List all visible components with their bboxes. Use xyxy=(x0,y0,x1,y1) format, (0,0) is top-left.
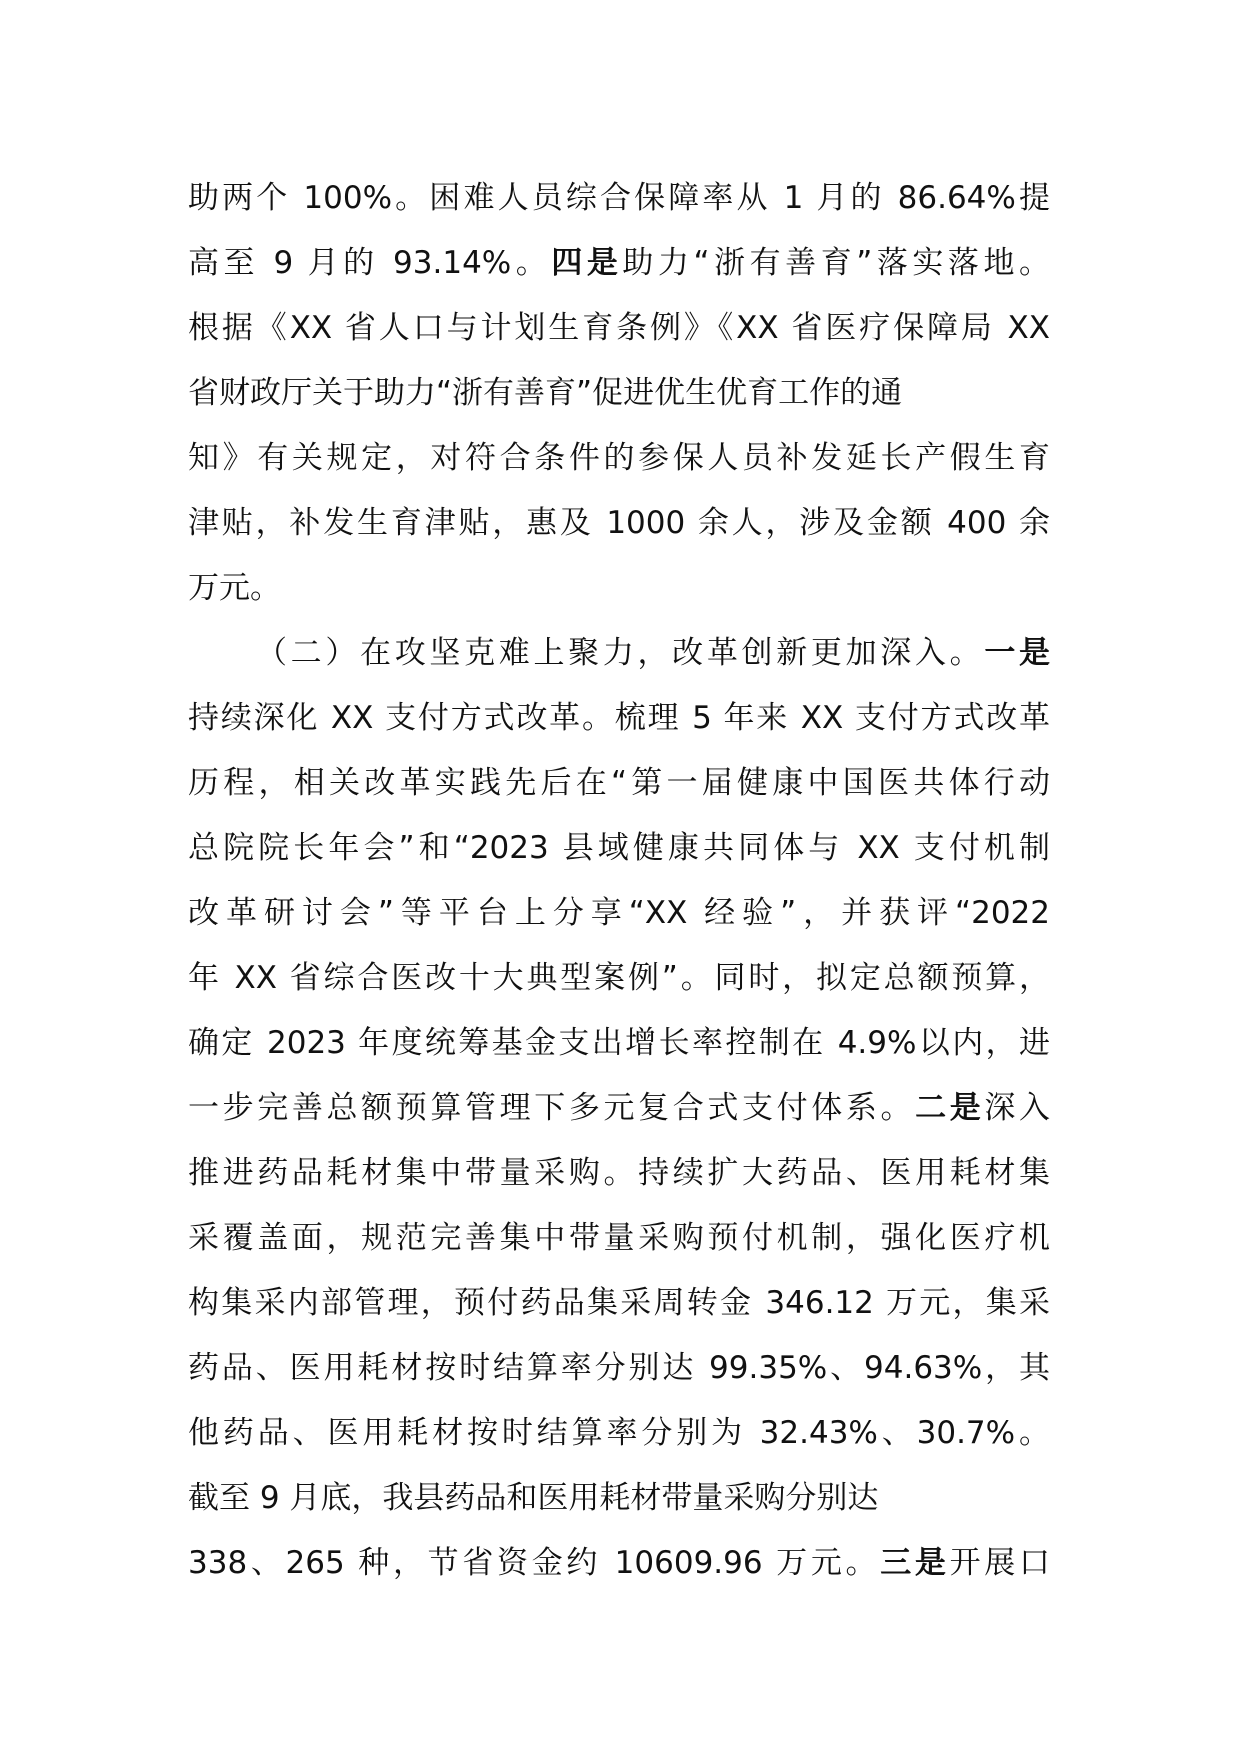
text-line xyxy=(188,946,1050,1011)
text-line xyxy=(188,1466,1050,1531)
text-line xyxy=(188,621,1050,686)
bold-ordinal: 三是 xyxy=(880,1545,950,1581)
text-line xyxy=(188,231,1050,296)
bold-ordinal: 四是 xyxy=(551,245,623,281)
text-run: 改革研讨会”等平台上分享“XX 经验”，并获评“2022 xyxy=(188,895,1050,931)
text-run: 338、265 种，节省资金约 10609.96 万元。 xyxy=(188,1545,881,1581)
text-run: 知》有关规定，对符合条件的参保人员补发延长产假生育 xyxy=(188,440,1050,476)
body-text xyxy=(188,166,1050,1596)
text-run: 津贴，补发生育津贴，惠及 1000 余人，涉及金额 400 余 xyxy=(188,505,1050,541)
text-line xyxy=(188,1011,1050,1076)
text-line xyxy=(188,686,1050,751)
text-run: 助两个 100%。困难人员综合保障率从 1 月的 86.64%提 xyxy=(188,180,1050,216)
text-line xyxy=(188,1141,1050,1206)
text-line xyxy=(188,1336,1050,1401)
text-run: 万元。 xyxy=(188,570,281,606)
text-line xyxy=(188,491,1050,556)
text-run: 高至 9 月的 93.14%。 xyxy=(188,245,552,281)
text-run: 截至 9 月底，我县药品和医用耗材带量采购分别达 xyxy=(188,1480,879,1516)
text-run: 开展口 xyxy=(949,1545,1050,1581)
text-line xyxy=(188,1076,1050,1141)
text-run: 总院院长年会”和“2023 县域健康共同体与 XX 支付机制 xyxy=(188,830,1050,866)
text-line xyxy=(188,816,1050,881)
text-run: 助力“浙有善育”落实落地。 xyxy=(622,245,1050,281)
bold-ordinal: 一是 xyxy=(984,635,1051,671)
text-run: 深入 xyxy=(984,1090,1050,1126)
text-run: 一步完善总额预算管理下多元复合式支付体系。 xyxy=(188,1090,916,1126)
text-run: 药品、医用耗材按时结算率分别达 99.35%、94.63%，其 xyxy=(188,1350,1050,1386)
text-run: 确定 2023 年度统筹基金支出增长率控制在 4.9%以内，进 xyxy=(188,1025,1050,1061)
text-line xyxy=(188,1271,1050,1336)
text-run: 年 XX 省综合医改十大典型案例”。同时，拟定总额预算， xyxy=(188,960,1050,996)
text-line xyxy=(188,426,1050,491)
text-run: 采覆盖面，规范完善集中带量采购预付机制，强化医疗机 xyxy=(188,1220,1050,1256)
text-line xyxy=(188,166,1050,231)
text-run: 省财政厅关于助力“浙有善育”促进优生优育工作的通 xyxy=(188,375,903,411)
text-run: （二）在攻坚克难上聚力，改革创新更加深入。 xyxy=(256,635,985,671)
text-run: 根据《XX 省人口与计划生育条例》《XX 省医疗保障局 XX xyxy=(188,310,1050,346)
text-line xyxy=(188,1531,1050,1596)
text-line xyxy=(188,881,1050,946)
text-line xyxy=(188,1401,1050,1466)
text-run: 推进药品耗材集中带量采购。持续扩大药品、医用耗材集 xyxy=(188,1155,1050,1191)
text-line xyxy=(188,361,1050,426)
text-line xyxy=(188,556,1050,621)
text-run: 构集采内部管理，预付药品集采周转金 346.12 万元，集采 xyxy=(188,1285,1050,1321)
text-line xyxy=(188,751,1050,816)
text-run: 持续深化 XX 支付方式改革。梳理 5 年来 XX 支付方式改革 xyxy=(188,700,1050,736)
text-line xyxy=(188,1206,1050,1271)
bold-ordinal: 二是 xyxy=(915,1090,985,1126)
text-run: 他药品、医用耗材按时结算率分别为 32.43%、30.7%。 xyxy=(188,1415,1050,1451)
text-line xyxy=(188,296,1050,361)
text-run: 历程，相关改革实践先后在“第一届健康中国医共体行动 xyxy=(188,765,1050,801)
